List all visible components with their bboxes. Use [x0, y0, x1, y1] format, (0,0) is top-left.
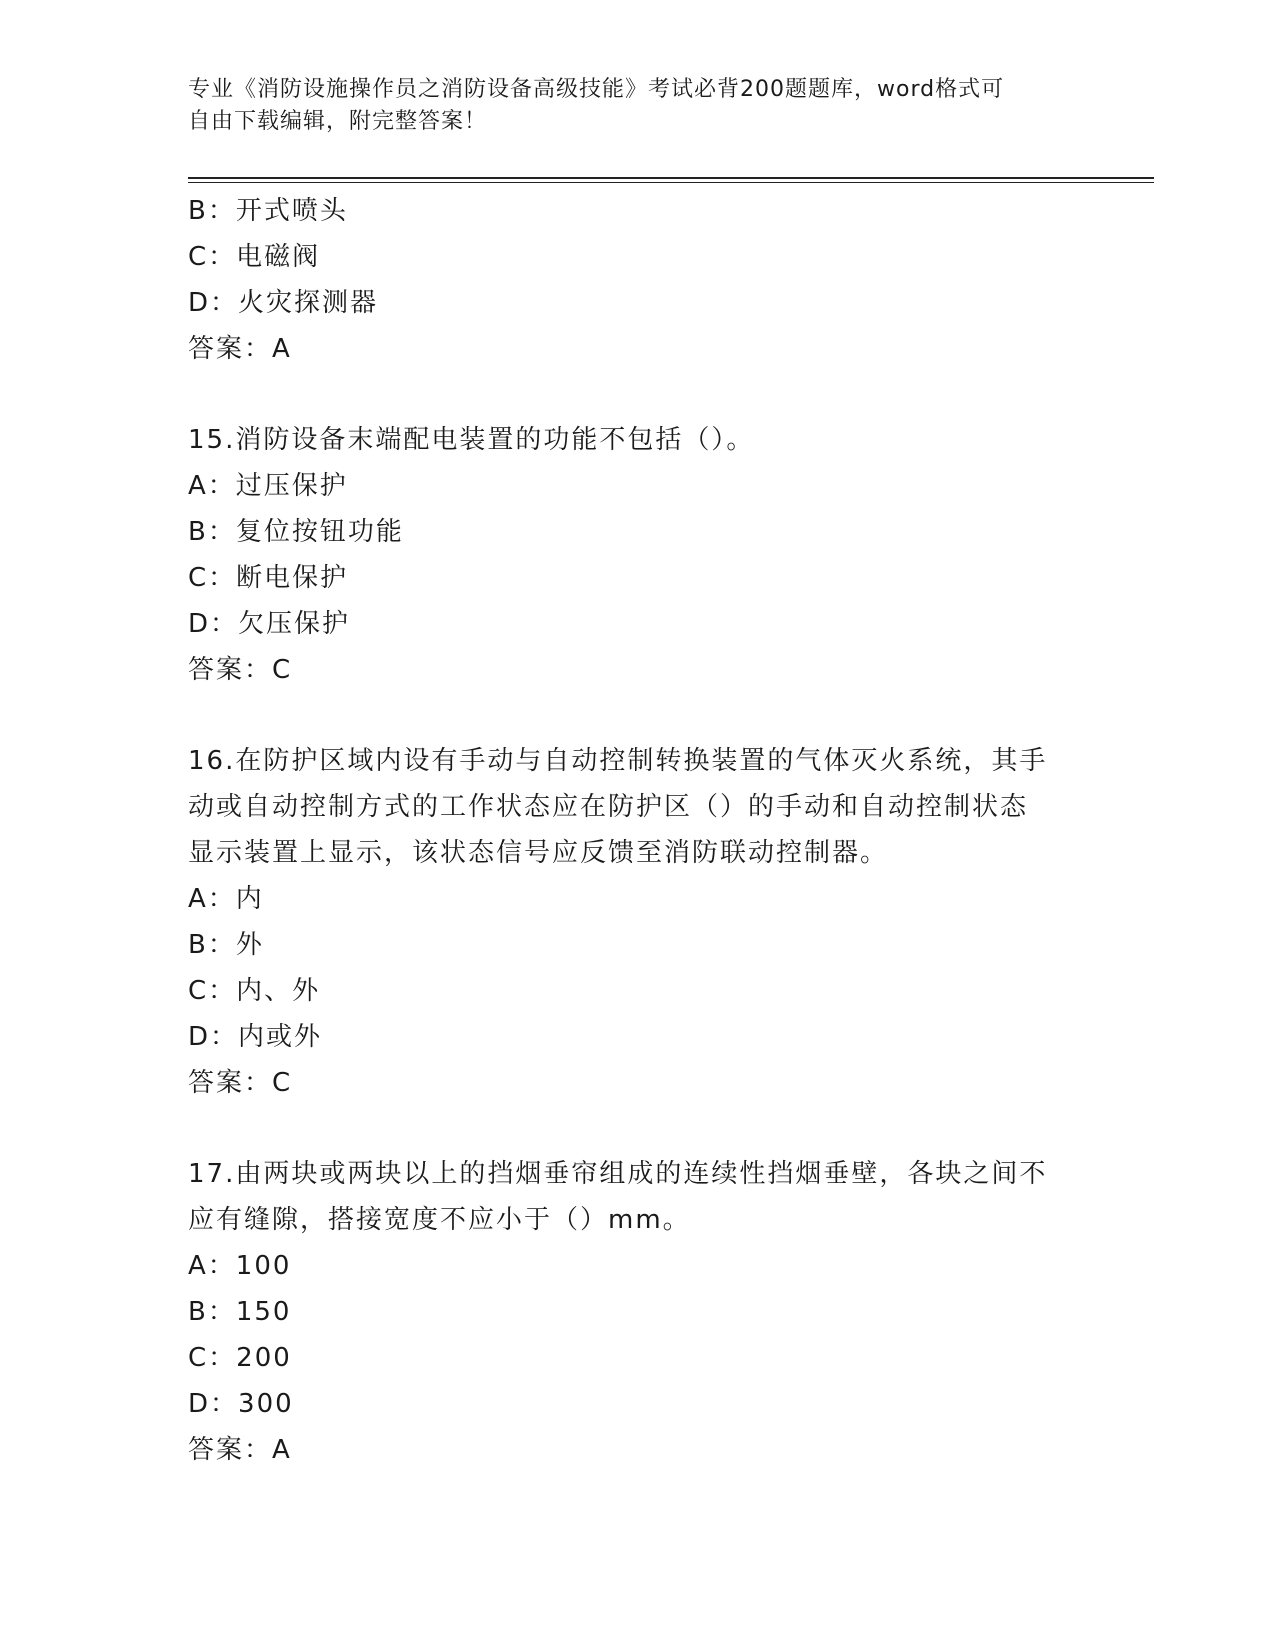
option-text: 200 [236, 1343, 292, 1373]
answer-line: 答案：C [188, 655, 293, 685]
option-text: 100 [235, 1251, 292, 1281]
option-text: 断电保护 [236, 563, 349, 593]
header-rule-thin [188, 182, 1154, 183]
option-key: C： [188, 242, 237, 272]
option-key: B： [188, 930, 236, 960]
question-block-14 [188, 188, 1088, 372]
option-a [188, 876, 1088, 922]
option-text: 过压保护 [235, 471, 348, 501]
option-key: D： [188, 609, 239, 639]
option-a [188, 1243, 1088, 1289]
option-b [188, 509, 1088, 555]
option-a [188, 463, 1088, 509]
answer-line: 答案：C [188, 1068, 293, 1098]
option-text: 电磁阀 [236, 242, 321, 272]
option-key: B： [188, 196, 236, 226]
option-key: C： [188, 1343, 237, 1373]
option-d [188, 1014, 1088, 1060]
option-text: 300 [238, 1389, 294, 1419]
document-header [188, 74, 1088, 138]
question-list [188, 188, 1088, 1473]
question-stem-line: 显示装置上显示，该状态信号应反馈至消防联动控制器。 [188, 838, 889, 868]
option-b [188, 188, 1088, 234]
option-b [188, 1289, 1088, 1335]
option-key: C： [188, 976, 237, 1006]
question-block-16 [188, 738, 1088, 1106]
option-text: 外 [235, 930, 264, 960]
spacer [188, 372, 1088, 417]
question-stem-line: 17.由两块或两块以上的挡烟垂帘组成的连续性挡烟垂壁，各块之间不 [188, 1159, 1048, 1189]
header-title-line-2: 自由下载编辑，附完整答案！ [188, 109, 488, 134]
option-key: B： [188, 1297, 236, 1327]
question-stem-line: 16.在防护区域内设有手动与自动控制转换装置的气体灭火系统，其手 [188, 746, 1048, 776]
question-stem-line: 动或自动控制方式的工作状态应在防护区（）的手动和自动控制状态 [188, 792, 1029, 822]
option-text: 火灾探测器 [238, 288, 379, 318]
option-text: 150 [235, 1297, 292, 1327]
spacer [188, 693, 1088, 738]
option-b [188, 922, 1088, 968]
option-c [188, 968, 1088, 1014]
option-key: D： [188, 288, 239, 318]
option-key: D： [188, 1389, 239, 1419]
question-block-15 [188, 417, 1088, 693]
header-rule-thick [188, 177, 1154, 179]
header-title-line-1: 专业《消防设施操作员之消防设备高级技能》考试必背200题题库，word格式可 [188, 77, 1005, 102]
option-key: A： [188, 1251, 236, 1281]
option-key: D： [188, 1022, 239, 1052]
answer-line: 答案：A [188, 1435, 292, 1465]
option-text: 内或外 [238, 1022, 323, 1052]
option-c [188, 234, 1088, 280]
spacer [188, 1106, 1088, 1151]
option-key: A： [188, 471, 236, 501]
option-d [188, 280, 1088, 326]
option-key: A： [188, 884, 236, 914]
question-block-17 [188, 1151, 1088, 1473]
question-stem-line: 15.消防设备末端配电装置的功能不包括（）。 [188, 425, 755, 455]
question-stem-line: 应有缝隙，搭接宽度不应小于（）mm。 [188, 1205, 691, 1235]
option-text: 复位按钮功能 [235, 517, 404, 547]
option-d [188, 601, 1088, 647]
option-key: C： [188, 563, 237, 593]
option-c [188, 1335, 1088, 1381]
option-text: 欠压保护 [238, 609, 351, 639]
option-d [188, 1381, 1088, 1427]
option-text: 内、外 [236, 976, 321, 1006]
option-c [188, 555, 1088, 601]
option-text: 开式喷头 [235, 196, 348, 226]
option-text: 内 [235, 884, 264, 914]
option-key: B： [188, 517, 236, 547]
answer-line: 答案：A [188, 334, 292, 364]
